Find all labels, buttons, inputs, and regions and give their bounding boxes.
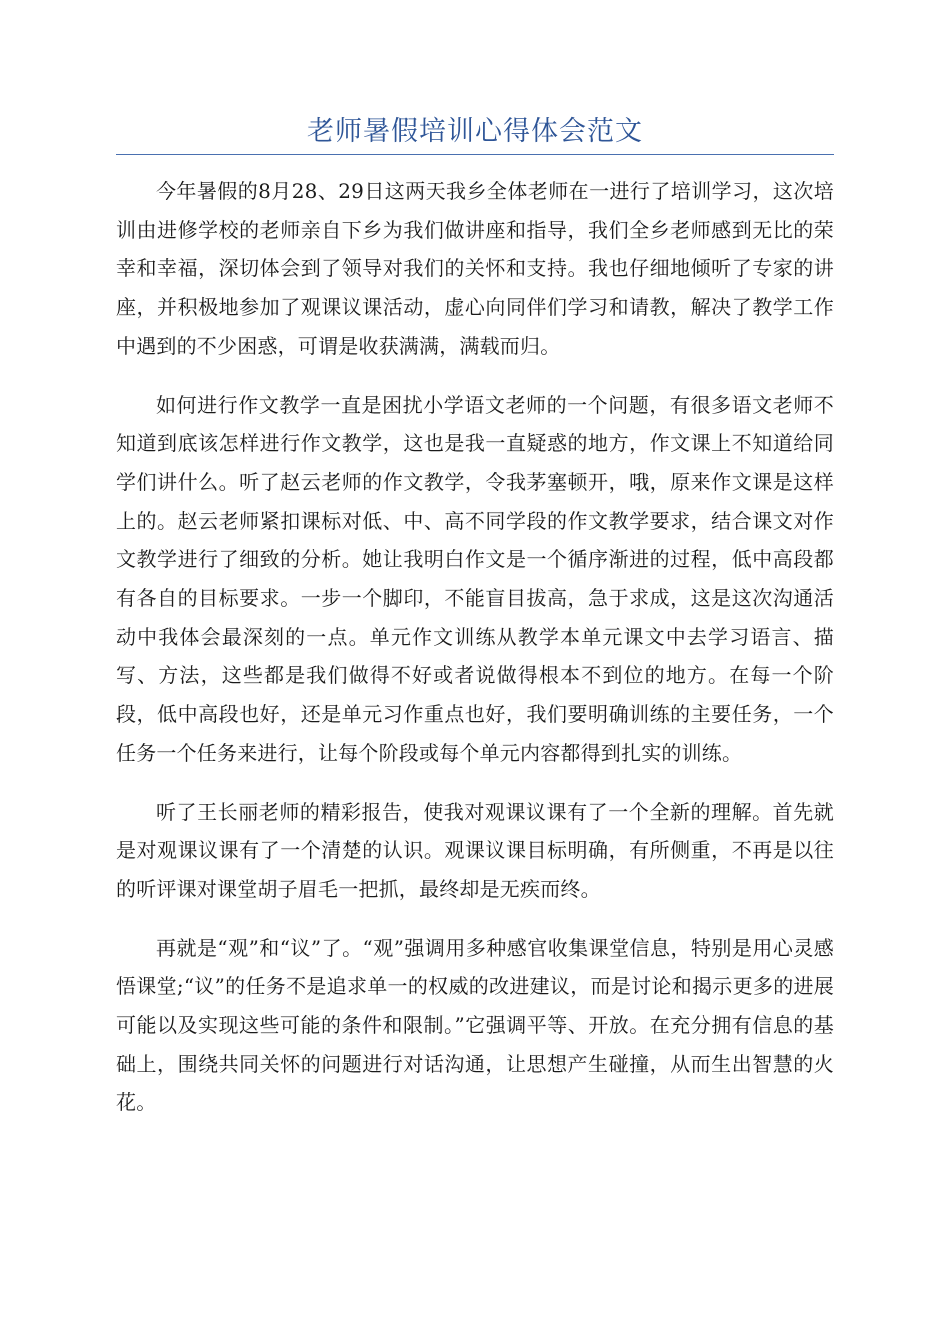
paragraph-3: 听了王长丽老师的精彩报告，使我对观课议课有了一个全新的理解。首先就是对观课议课有了一个清楚的认识。观课议课目标明确，有所侧重，不再是以往的听评课对课堂胡子眉毛一把抓，最终却是无疾而终。: [116, 799, 834, 901]
title-underline-divider: [116, 154, 834, 155]
document-title: 老师暑假培训心得体会范文: [307, 116, 643, 147]
paragraph-4: 再就是“观”和“议”了。“观”强调用多种感官收集课堂信息，特别是用心灵感悟课堂;“议”的任务不是追求单一的权威的改进建议，而是讨论和揭示更多的进展可能以及实现这些可能的条件和限制。”它强调平等、开放。在充分拥有信息的基础上，围绕共同关怀的问题进行对话沟通，让思想产生碰撞，从而生出智慧的火花。: [116, 935, 834, 1115]
document-body: [116, 172, 834, 1142]
paragraph-2: 如何进行作文教学一直是困扰小学语文老师的一个问题，有很多语文老师不知道到底该怎样进行作文教学，这也是我一直疑惑的地方，作文课上不知道给同学们讲什么。听了赵云老师的作文教学，令我茅塞顿开，哦，原来作文课是这样上的。赵云老师紧扣课标对低、中、高不同学段的作文教学要求，结合课文对作文教学进行了细致的分析。她让我明白作文是一个循序渐进的过程，低中高段都有各自的目标要求。一步一个脚印，不能盲目拔高，急于求成，这是这次沟通活动中我体会最深刻的一点。单元作文训练从教学本单元课文中去学习语言、描写、方法，这些都是我们做得不好或者说做得根本不到位的地方。在每一个阶段，低中高段也好，还是单元习作重点也好，我们要明确训练的主要任务，一个任务一个任务来进行，让每个阶段或每个单元内容都得到扎实的训练。: [116, 392, 834, 765]
paragraph-1: 今年暑假的8月28、29日这两天我乡全体老师在一进行了培训学习，这次培训由进修学校的老师亲自下乡为我们做讲座和指导，我们全乡老师感到无比的荣幸和幸福，深切体会到了领导对我们的关怀和支持。我也仔细地倾听了专家的讲座，并积极地参加了观课议课活动，虚心向同伴们学习和请教，解决了教学工作中遇到的不少困惑，可谓是收获满满，满载而归。: [116, 179, 834, 358]
